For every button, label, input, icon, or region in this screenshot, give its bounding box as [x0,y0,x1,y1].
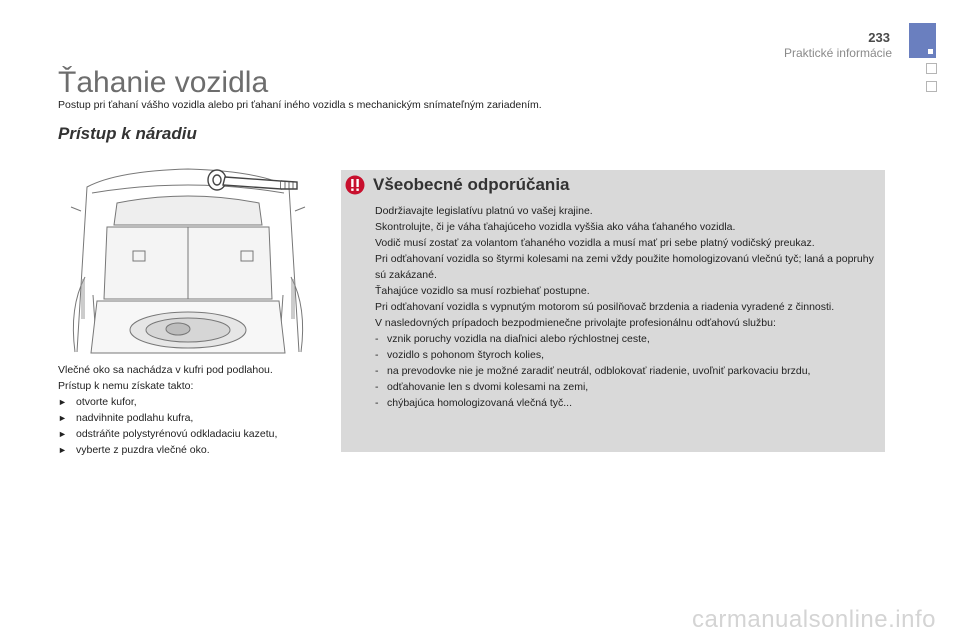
case-text: vozidlo s pohonom štyroch kolies, [387,349,544,361]
case-text: vznik poruchy vozidla na diaľnici alebo rýchlostnej ceste, [387,333,650,345]
section-tab[interactable] [926,63,937,74]
intro-line: Prístup k nemu získate takto: [58,380,194,392]
advice-title: Všeobecné odporúčania [373,175,570,194]
trunk-illustration [57,167,319,357]
bullet-icon: ► [58,413,67,423]
bullet-icon: ► [58,429,67,439]
access-instructions [58,362,328,458]
page-title: Ťahanie vozidla [58,66,269,99]
tab-marker-icon [928,49,933,54]
bullet-icon: ► [58,397,67,407]
case-text: odťahovanie len s dvomi kolesami na zemi, [387,381,589,393]
page-number: 233 [868,30,890,45]
list-item [375,395,880,411]
list-item [58,394,328,410]
advice-paragraph: Skontrolujte, či je váha ťahajúceho vozidla vyššia ako váha ťahaného vozidla. [375,221,736,233]
section-name: Praktické informácie [783,46,892,60]
list-item [58,410,328,426]
list-item [375,347,880,363]
case-text: na prevodovke nie je možné zaradiť neutrál, odblokovať riadenie, uvoľniť parkovaciu brzdu, [387,365,811,377]
step-text: nadvihnite podlahu kufra, [76,412,194,424]
list-item [58,426,328,442]
section-tab[interactable] [926,81,937,92]
advice-paragraph: Vodič musí zostať za volantom ťahaného vozidla a musí mať pri sebe platný vodičský preukaz. [375,237,815,249]
step-text: vyberte z puzdra vlečné oko. [76,444,210,456]
warning-icon [345,175,365,195]
advice-body [375,203,880,411]
section-title-access: Prístup k náradiu [58,124,197,143]
step-text: odstráňte polystyrénovú odkladaciu kazetu, [76,428,278,440]
advice-paragraph: V nasledovných prípadoch bezpodmienečne privolajte profesionálnu odťahovú službu: [375,317,776,329]
advice-paragraph: Pri odťahovaní vozidla s vypnutým motorom sú posilňovač brzdenia a riadenia vyradené z činnosti. [375,301,835,313]
case-text: chýbajúca homologizovaná vlečná tyč... [387,397,573,409]
bullet-icon: ► [58,445,67,455]
page-subtitle: Postup pri ťahaní vášho vozidla alebo pri ťahaní iného vozidla s mechanickým snímateľným zariadením. [58,99,542,111]
dash-bullet: - [375,381,379,393]
list-item [58,442,328,458]
advice-paragraph: Ťahajúce vozidlo sa musí rozbiehať postupne. [375,285,590,297]
dash-bullet: - [375,333,379,345]
list-item [375,363,880,379]
dash-bullet: - [375,349,379,361]
watermark: carmanualsonline.info [692,606,936,633]
list-item [375,331,880,347]
dash-bullet: - [375,397,379,409]
dash-bullet: - [375,365,379,377]
intro-line: Vlečné oko sa nachádza v kufri pod podlahou. [58,364,273,376]
step-text: otvorte kufor, [76,396,137,408]
list-item [375,379,880,395]
advice-paragraph: Dodržiavajte legislatívu platnú vo vašej krajine. [375,205,593,217]
advice-paragraph: Pri odťahovaní vozidla so štyrmi kolesami na zemi vždy použite homologizovanú vlečnú tyč; laná a popruhy sú zakázané. [375,253,874,281]
section-tab-active[interactable] [909,23,936,58]
